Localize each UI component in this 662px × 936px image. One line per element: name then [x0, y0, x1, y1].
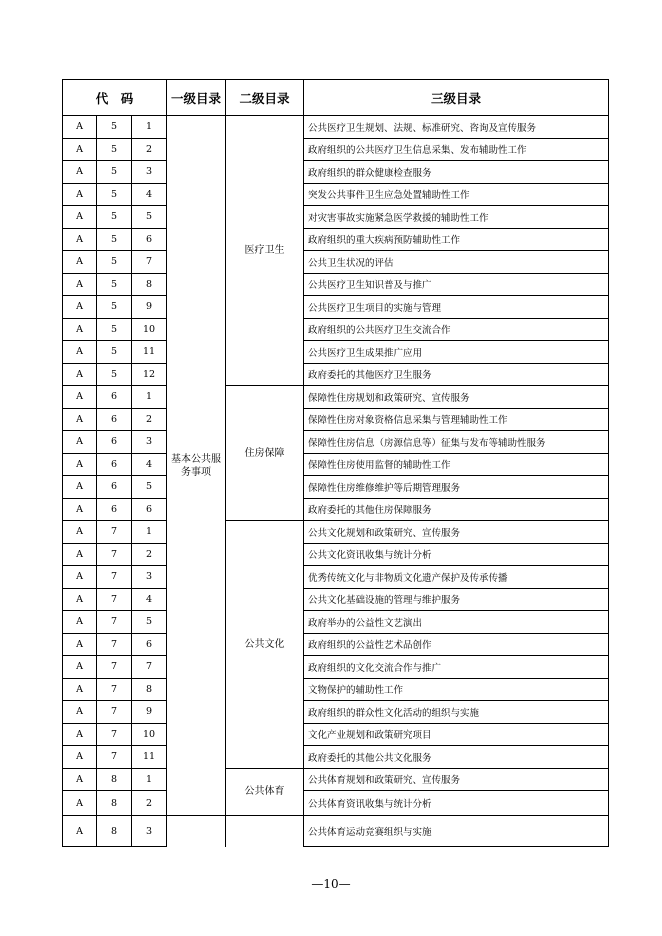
code-minor: 2	[132, 138, 167, 161]
code-minor: 3	[132, 161, 167, 184]
level3-item: 文物保护的辅助性工作	[304, 678, 609, 701]
header-level1: 一级目录	[167, 80, 226, 116]
code-major: 7	[97, 723, 132, 746]
code-prefix: A	[63, 183, 97, 206]
code-prefix: A	[63, 431, 97, 454]
level3-item: 政府组织的公共医疗卫生交流合作	[304, 318, 609, 341]
code-major: 7	[97, 521, 132, 544]
table-row	[63, 183, 609, 206]
code-prefix: A	[63, 386, 97, 409]
code-prefix: A	[63, 521, 97, 544]
code-prefix: A	[63, 116, 97, 139]
code-major: 8	[97, 791, 132, 816]
code-minor: 1	[132, 116, 167, 139]
table-row	[63, 498, 609, 521]
table-row	[63, 656, 609, 679]
level3-item: 政府组织的群众性文化活动的组织与实施	[304, 701, 609, 724]
level3-item: 公共体育资讯收集与统计分析	[304, 791, 609, 816]
level3-item: 政府举办的公益性文艺演出	[304, 611, 609, 634]
code-minor: 3	[132, 431, 167, 454]
code-major: 7	[97, 633, 132, 656]
code-minor: 7	[132, 251, 167, 274]
level3-item: 政府委托的其他公共文化服务	[304, 746, 609, 769]
code-prefix: A	[63, 723, 97, 746]
table-row	[63, 453, 609, 476]
code-prefix: A	[63, 701, 97, 724]
code-minor: 4	[132, 453, 167, 476]
table-row	[63, 363, 609, 386]
level3-item: 政府组织的重大疾病预防辅助性工作	[304, 228, 609, 251]
code-prefix: A	[63, 566, 97, 589]
level3-item: 保障性住房使用监督的辅助性工作	[304, 453, 609, 476]
code-prefix: A	[63, 341, 97, 364]
code-minor: 4	[132, 183, 167, 206]
level3-item: 政府组织的公益性艺术品创作	[304, 633, 609, 656]
table-row	[63, 408, 609, 431]
code-minor: 1	[132, 768, 167, 791]
code-prefix: A	[63, 633, 97, 656]
level3-item: 保障性住房对象资格信息采集与管理辅助性工作	[304, 408, 609, 431]
code-prefix: A	[63, 678, 97, 701]
code-prefix: A	[63, 656, 97, 679]
code-minor: 11	[132, 341, 167, 364]
code-major: 5	[97, 273, 132, 296]
page-number: —10—	[311, 877, 351, 891]
code-minor: 2	[132, 791, 167, 816]
code-major: 5	[97, 341, 132, 364]
code-major: 5	[97, 318, 132, 341]
level3-item: 公共医疗卫生成果推广应用	[304, 341, 609, 364]
level3-item: 突发公共事件卫生应急处置辅助性工作	[304, 183, 609, 206]
table-row	[63, 431, 609, 454]
table-row	[63, 816, 609, 847]
table-row	[63, 588, 609, 611]
code-minor: 9	[132, 296, 167, 319]
table-row	[63, 521, 609, 544]
code-prefix: A	[63, 816, 97, 847]
code-major: 5	[97, 161, 132, 184]
code-minor: 1	[132, 386, 167, 409]
code-prefix: A	[63, 543, 97, 566]
level3-item: 保障性住房信息（房源信息等）征集与发布等辅助性服务	[304, 431, 609, 454]
code-prefix: A	[63, 296, 97, 319]
table-row	[63, 701, 609, 724]
code-minor: 4	[132, 588, 167, 611]
header-code: 代 码	[63, 80, 167, 116]
table-row	[63, 251, 609, 274]
table-row	[63, 723, 609, 746]
level3-item: 公共体育规划和政策研究、宣传服务	[304, 768, 609, 791]
code-minor: 10	[132, 318, 167, 341]
code-major: 7	[97, 656, 132, 679]
code-major: 5	[97, 296, 132, 319]
code-prefix: A	[63, 498, 97, 521]
code-minor: 6	[132, 633, 167, 656]
code-prefix: A	[63, 363, 97, 386]
code-prefix: A	[63, 453, 97, 476]
code-prefix: A	[63, 161, 97, 184]
code-major: 7	[97, 701, 132, 724]
code-major: 8	[97, 768, 132, 791]
table-body	[63, 116, 609, 847]
code-major: 6	[97, 453, 132, 476]
table-row	[63, 116, 609, 139]
table-row	[63, 228, 609, 251]
code-prefix: A	[63, 611, 97, 634]
code-major: 7	[97, 543, 132, 566]
code-minor: 8	[132, 273, 167, 296]
code-major: 5	[97, 116, 132, 139]
code-major: 7	[97, 678, 132, 701]
level3-item: 保障性住房维修维护等后期管理服务	[304, 476, 609, 499]
code-major: 5	[97, 251, 132, 274]
code-prefix: A	[63, 408, 97, 431]
level3-item: 保障性住房规划和政策研究、宣传服务	[304, 386, 609, 409]
code-minor: 12	[132, 363, 167, 386]
code-minor: 5	[132, 611, 167, 634]
level1-cell-continued	[167, 816, 226, 847]
code-prefix: A	[63, 768, 97, 791]
level3-item: 优秀传统文化与非物质文化遗产保护及传承传播	[304, 566, 609, 589]
code-prefix: A	[63, 251, 97, 274]
code-prefix: A	[63, 476, 97, 499]
code-major: 7	[97, 566, 132, 589]
code-minor: 6	[132, 498, 167, 521]
code-prefix: A	[63, 228, 97, 251]
code-minor: 9	[132, 701, 167, 724]
code-minor: 10	[132, 723, 167, 746]
table-row	[63, 566, 609, 589]
code-minor: 1	[132, 521, 167, 544]
level3-item: 政府委托的其他医疗卫生服务	[304, 363, 609, 386]
code-major: 6	[97, 498, 132, 521]
table-row	[63, 318, 609, 341]
code-prefix: A	[63, 138, 97, 161]
table-row	[63, 273, 609, 296]
table-row	[63, 611, 609, 634]
level3-item: 文化产业规划和政策研究项目	[304, 723, 609, 746]
level1-cell: 基本公共服务事项	[167, 116, 226, 816]
code-major: 5	[97, 183, 132, 206]
table-row	[63, 341, 609, 364]
table-row	[63, 768, 609, 791]
level3-item: 政府组织的群众健康检查服务	[304, 161, 609, 184]
level3-item: 公共文化资讯收集与统计分析	[304, 543, 609, 566]
code-minor: 2	[132, 408, 167, 431]
table-row	[63, 138, 609, 161]
level3-item: 公共文化基础设施的管理与维护服务	[304, 588, 609, 611]
code-minor: 5	[132, 206, 167, 229]
level2-cell: 公共体育	[226, 768, 304, 816]
code-major: 7	[97, 746, 132, 769]
code-prefix: A	[63, 588, 97, 611]
code-prefix: A	[63, 318, 97, 341]
code-minor: 11	[132, 746, 167, 769]
code-major: 6	[97, 431, 132, 454]
table-row	[63, 476, 609, 499]
table-row	[63, 791, 609, 816]
code-major: 8	[97, 816, 132, 847]
table-row	[63, 543, 609, 566]
code-minor: 5	[132, 476, 167, 499]
level3-item: 政府委托的其他住房保障服务	[304, 498, 609, 521]
code-prefix: A	[63, 746, 97, 769]
level3-item: 公共文化规划和政策研究、宣传服务	[304, 521, 609, 544]
level2-cell-continued	[226, 816, 304, 847]
code-major: 5	[97, 363, 132, 386]
code-prefix: A	[63, 206, 97, 229]
code-minor: 3	[132, 816, 167, 847]
level3-item: 公共医疗卫生项目的实施与管理	[304, 296, 609, 319]
header-level3: 三级目录	[304, 80, 609, 116]
code-major: 5	[97, 206, 132, 229]
code-major: 6	[97, 408, 132, 431]
code-minor: 8	[132, 678, 167, 701]
code-minor: 2	[132, 543, 167, 566]
level3-item: 公共体育运动竞赛组织与实施	[304, 816, 609, 847]
level2-cell: 医疗卫生	[226, 116, 304, 386]
code-minor: 7	[132, 656, 167, 679]
code-major: 6	[97, 476, 132, 499]
code-major: 5	[97, 138, 132, 161]
level3-item: 政府组织的文化交流合作与推广	[304, 656, 609, 679]
table-row	[63, 296, 609, 319]
table-row	[63, 746, 609, 769]
level3-item: 公共医疗卫生规划、法规、标准研究、咨询及宣传服务	[304, 116, 609, 139]
level3-item: 对灾害事故实施紧急医学救援的辅助性工作	[304, 206, 609, 229]
code-major: 6	[97, 386, 132, 409]
table-row	[63, 386, 609, 409]
level3-item: 政府组织的公共医疗卫生信息采集、发布辅助性工作	[304, 138, 609, 161]
code-major: 5	[97, 228, 132, 251]
code-prefix: A	[63, 273, 97, 296]
table-row	[63, 678, 609, 701]
header-level2: 二级目录	[226, 80, 304, 116]
level3-item: 公共医疗卫生知识普及与推广	[304, 273, 609, 296]
catalog-table	[62, 79, 609, 847]
table-row	[63, 161, 609, 184]
code-major: 7	[97, 588, 132, 611]
table-row	[63, 206, 609, 229]
level2-cell: 公共文化	[226, 521, 304, 769]
level3-item: 公共卫生状况的评估	[304, 251, 609, 274]
code-minor: 6	[132, 228, 167, 251]
table-header-row	[63, 80, 609, 116]
code-minor: 3	[132, 566, 167, 589]
code-prefix: A	[63, 791, 97, 816]
code-major: 7	[97, 611, 132, 634]
table-row	[63, 633, 609, 656]
level2-cell: 住房保障	[226, 386, 304, 521]
